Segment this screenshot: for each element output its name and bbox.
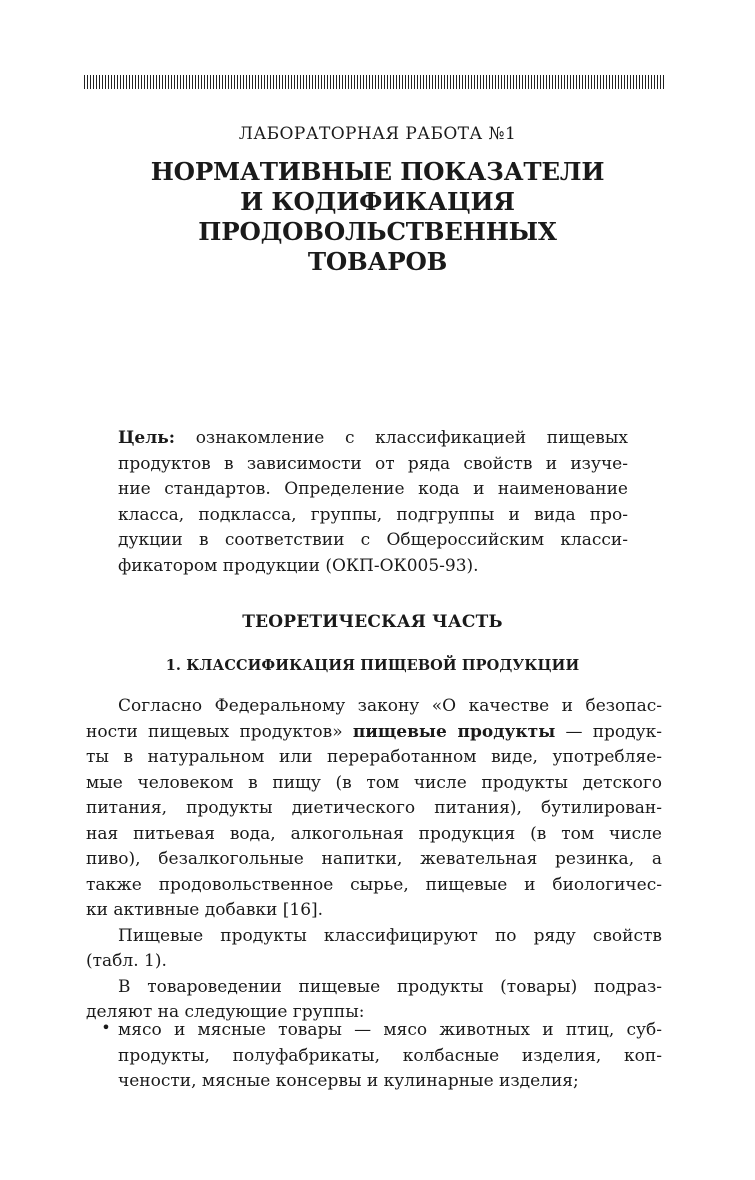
goal-label: Цель:	[118, 428, 176, 448]
body-line: Согласно Федеральному закону «О качестве и безопас-	[118, 696, 662, 716]
goal-line-1: Цель: ознакомление с классификацией пищевых	[118, 428, 628, 448]
title-line-1: НОРМАТИВНЫЕ ПОКАЗАТЕЛИ	[150, 157, 605, 186]
goal-paragraph	[118, 426, 628, 579]
title-line-4: ТОВАРОВ	[307, 247, 448, 276]
title-line-2: И КОДИФИКАЦИЯ	[240, 187, 515, 216]
body-line: В товароведении пищевые продукты (товары) подраз-	[118, 976, 662, 997]
body-line: деляют на следующие группы:	[86, 1002, 365, 1022]
bullet-line: продукты, полуфабрикаты, колбасные изделия, коп-	[118, 1045, 662, 1066]
goal-line-5: дукции в соответствии с Общероссийским класси-	[118, 530, 628, 550]
body-line: пиво), безалкогольные напитки, жевательная резинка, а	[86, 849, 662, 869]
body-line: ты в натуральном или переработанном виде, употребляе-	[86, 747, 662, 767]
goal-line-3: ние стандартов. Определение кода и наименование	[118, 479, 628, 499]
bullet-line: мясо и мясные товары — мясо животных и птиц, суб-	[118, 1020, 662, 1040]
bullet-icon: •	[101, 1018, 111, 1037]
body-line: мые человеком в пищу (в том числе продукты детского	[86, 772, 662, 793]
body-line: ки активные добавки [16].	[86, 900, 324, 920]
body-line: питания, продукты диетического питания), бутилирован-	[86, 798, 662, 818]
body-line: Пищевые продукты классифицируют по ряду свойств	[118, 925, 662, 946]
body-line: ная питьевая вода, алкогольная продукция (в том числе	[86, 823, 662, 844]
body-line: ности пищевых продуктов» пищевые продукты — продук-	[86, 721, 662, 742]
goal-line-6: фикатором продукции (ОКП-ОК005-93).	[118, 555, 479, 576]
term-highlight: пищевые продукты	[352, 721, 556, 742]
lab-work-label: ЛАБОРАТОРНАЯ РАБОТА №1	[238, 124, 517, 144]
body-line: также продовольственное сырье, пищевые и биологичес-	[86, 874, 662, 895]
subsection-heading: 1. КЛАССИФИКАЦИЯ ПИЩЕВОЙ ПРОДУКЦИИ	[165, 657, 580, 674]
title-line-3: ПРОДОВОЛЬСТВЕННЫХ	[198, 217, 557, 246]
bullet-item	[118, 1018, 662, 1095]
body-text	[86, 694, 662, 1026]
goal-line-2: продуктов в зависимости от ряда свойств и изуче-	[118, 453, 628, 474]
page-title	[0, 157, 755, 277]
body-line: (табл. 1).	[86, 951, 167, 971]
section-heading: ТЕОРЕТИЧЕСКАЯ ЧАСТЬ	[242, 612, 503, 632]
goal-line-4: класса, подкласса, группы, подгруппы и вида про-	[118, 504, 628, 525]
top-decorative-rule	[84, 75, 665, 89]
bullet-line: чености, мясные консервы и кулинарные изделия;	[118, 1071, 579, 1091]
